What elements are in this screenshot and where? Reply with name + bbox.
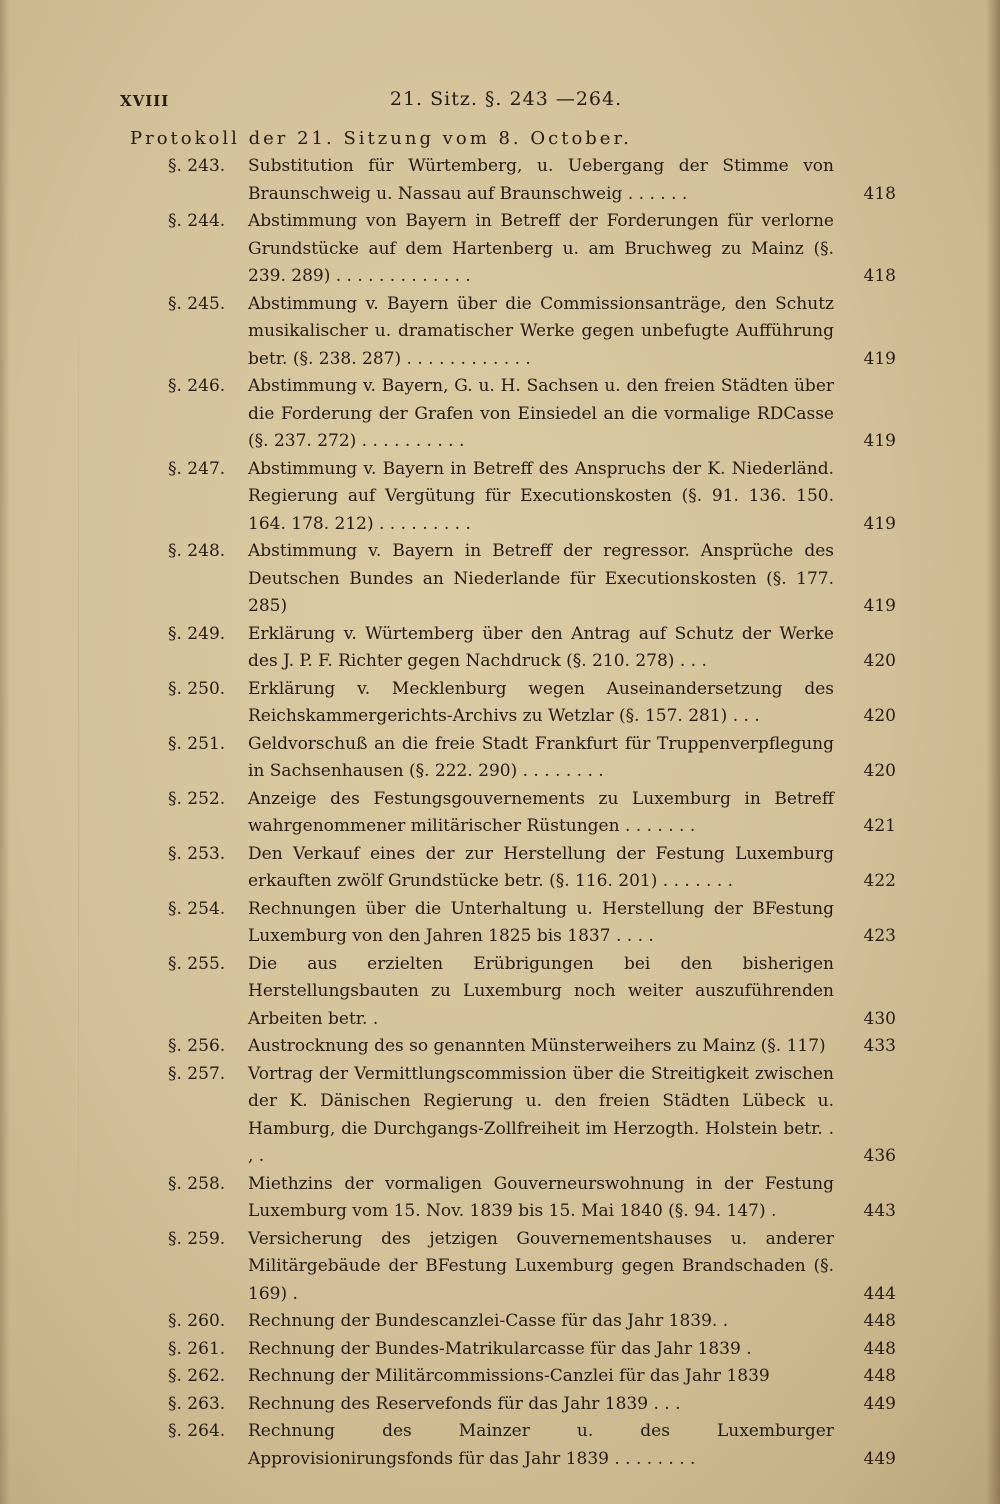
entry-number: §. 251. bbox=[168, 733, 226, 754]
page-number: XVIII bbox=[120, 92, 170, 110]
page-crease bbox=[78, 118, 79, 1398]
entry-page-number: 448 bbox=[863, 1366, 896, 1386]
toc-entry bbox=[168, 896, 896, 951]
entry-page-number: 423 bbox=[863, 926, 896, 946]
entry-number: §. 244. bbox=[168, 211, 226, 231]
entry-text: Rechnung des Reservefonds für das Jahr 1839 . . . bbox=[248, 1393, 681, 1414]
page-header bbox=[120, 88, 892, 116]
entry-page-number: 418 bbox=[863, 183, 896, 204]
entry-page-number: 420 bbox=[863, 761, 896, 781]
entry-text: Abstimmung v. Bayern in Betreff der regressor. Ansprüche des Deutschen Bundes an Niederlande für Executionskosten (§. 177. 285) bbox=[248, 541, 834, 616]
entry-number: §. 260. bbox=[168, 1311, 226, 1331]
toc-entry bbox=[168, 1226, 896, 1309]
running-title: 21. Sitz. §. 243 —264. bbox=[389, 88, 623, 110]
table-of-contents bbox=[168, 153, 896, 1473]
entry-text: Rechnungen über die Unterhaltung u. Herstellung der BFestung Luxemburg von den Jahren 1825 bis 1837 . . . . bbox=[248, 898, 834, 946]
entry-text: Austrocknung des so genannten Münsterweihers zu Mainz (§. 117) bbox=[248, 1036, 826, 1056]
entry-number: §. 250. bbox=[168, 678, 226, 699]
toc-entry bbox=[168, 1391, 896, 1419]
toc-entry bbox=[168, 676, 896, 731]
toc-entry bbox=[168, 1061, 896, 1171]
toc-entry bbox=[168, 373, 896, 456]
entry-number: §. 262. bbox=[168, 1366, 226, 1386]
entry-text: Rechnung der Bundescanzlei-Casse für das Jahr 1839. . bbox=[248, 1311, 729, 1331]
entry-page-number: 449 bbox=[863, 1448, 896, 1469]
entry-page-number: 448 bbox=[863, 1338, 896, 1359]
entry-page-number: 419 bbox=[863, 513, 896, 534]
toc-entry bbox=[168, 456, 896, 539]
toc-entry bbox=[168, 1171, 896, 1226]
entry-number: §. 249. bbox=[168, 623, 226, 644]
entry-text: Rechnung der Militärcommissions-Canzlei für das Jahr 1839 bbox=[248, 1366, 770, 1386]
protocol-title: Protokoll der 21. Sitzung vom 8. October. bbox=[130, 128, 632, 149]
entry-number: §. 243. bbox=[168, 156, 226, 176]
toc-entry bbox=[168, 1336, 896, 1364]
entry-number: §. 252. bbox=[168, 788, 226, 809]
toc-entry bbox=[168, 951, 896, 1034]
entry-page-number: 449 bbox=[863, 1393, 896, 1414]
entry-page-number: 443 bbox=[863, 1201, 896, 1221]
entry-number: §. 263. bbox=[168, 1393, 226, 1414]
toc-entry bbox=[168, 538, 896, 621]
entry-number: §. 246. bbox=[168, 376, 226, 396]
entry-page-number: 436 bbox=[863, 1146, 896, 1166]
toc-entry bbox=[168, 731, 896, 786]
toc-entry bbox=[168, 1033, 896, 1061]
entry-page-number: 422 bbox=[863, 871, 896, 891]
toc-entry bbox=[168, 1418, 896, 1473]
entry-text: Den Verkauf eines der zur Herstellung der Festung Luxemburg erkauften zwölf Grundstücke betr. (§. 116. 201) . . . . . . . bbox=[248, 843, 834, 891]
entry-page-number: 418 bbox=[863, 266, 896, 286]
entry-number: §. 256. bbox=[168, 1036, 226, 1056]
entry-text: Abstimmung v. Bayern in Betreff des Anspruchs der K. Niederländ. Regierung auf Vergütung für Executionskosten (§. 91. 136. 150. 164. 178. 212) . . . . . . . . . bbox=[248, 458, 834, 534]
entry-text: Versicherung des jetzigen Gouvernementshauses u. anderer Militärgebäude der BFestung Luxemburg gegen Brandschaden (§. 169) . bbox=[248, 1228, 834, 1304]
entry-number: §. 261. bbox=[168, 1338, 226, 1359]
entry-page-number: 448 bbox=[863, 1311, 896, 1331]
toc-entry bbox=[168, 786, 896, 841]
entry-page-number: 433 bbox=[863, 1036, 896, 1056]
entry-text: Anzeige des Festungsgouvernements zu Luxemburg in Betreff wahrgenommener militärischer Rüstungen . . . . . . . bbox=[248, 788, 834, 836]
toc-entry bbox=[168, 1308, 896, 1336]
entry-number: §. 247. bbox=[168, 458, 226, 479]
toc-entry bbox=[168, 208, 896, 291]
entry-text: Vortrag der Vermittlungscommission über die Streitigkeit zwischen der K. Dänischen Regierung u. den freien Städten Lübeck u. Hamburg, die Durchgangs-Zollfreiheit im Herzogth. Holstein betr. . , . bbox=[248, 1063, 834, 1166]
page-right-edge-shadow bbox=[986, 0, 1000, 1504]
entry-number: §. 245. bbox=[168, 293, 226, 314]
entry-page-number: 419 bbox=[863, 596, 896, 616]
entry-text: Miethzins der vormaligen Gouverneurswohnung in der Festung Luxemburg vom 15. Nov. 1839 bis 15. Mai 1840 (§. 94. 147) . bbox=[248, 1173, 834, 1221]
entry-page-number: 444 bbox=[863, 1283, 896, 1304]
entry-page-number: 419 bbox=[863, 431, 896, 451]
entry-text: Rechnung des Mainzer u. des Luxemburger Approvisionirungsfonds für das Jahr 1839 . . . . . . . . bbox=[248, 1421, 834, 1469]
entry-page-number: 430 bbox=[863, 1008, 896, 1029]
entry-number: §. 257. bbox=[168, 1063, 226, 1084]
page-left-edge-shadow bbox=[0, 0, 10, 1504]
entry-text: Erklärung v. Würtemberg über den Antrag auf Schutz der Werke des J. P. F. Richter gegen Nachdruck (§. 210. 278) . . . bbox=[248, 623, 834, 671]
toc-entry bbox=[168, 841, 896, 896]
entry-text: Die aus erzielten Erübrigungen bei den bisherigen Herstellungsbauten zu Luxemburg noch weiter auszuführenden Arbeiten betr. . bbox=[248, 953, 834, 1029]
entry-number: §. 258. bbox=[168, 1173, 226, 1194]
entry-text: Erklärung v. Mecklenburg wegen Auseinandersetzung des Reichskammergerichts-Archivs zu Wetzlar (§. 157. 281) . . . bbox=[248, 678, 834, 726]
entry-text: Abstimmung v. Bayern, G. u. H. Sachsen u. den freien Städten über die Forderung der Grafen von Einsiedel an die vormalige RDCasse (§. 237. 272) . . . . . . . . . . bbox=[248, 376, 834, 451]
toc-entry bbox=[168, 291, 896, 374]
entry-page-number: 420 bbox=[863, 651, 896, 671]
entry-page-number: 420 bbox=[863, 706, 896, 726]
entry-number: §. 254. bbox=[168, 898, 226, 919]
entry-number: §. 248. bbox=[168, 541, 226, 561]
entry-number: §. 264. bbox=[168, 1421, 226, 1441]
entry-number: §. 255. bbox=[168, 953, 226, 974]
entry-number: §. 253. bbox=[168, 843, 226, 864]
entry-page-number: 419 bbox=[863, 348, 896, 369]
entry-text: Geldvorschuß an die freie Stadt Frankfurt für Truppenverpflegung in Sachsenhausen (§. 222. 290) . . . . . . . . bbox=[248, 733, 834, 781]
entry-number: §. 259. bbox=[168, 1228, 226, 1249]
entry-text: Abstimmung v. Bayern über die Commissionsanträge, den Schutz musikalischer u. dramatischer Werke gegen unbefugte Aufführung betr. (§. 238. 287) . . . . . . . . . . . . bbox=[248, 293, 834, 369]
toc-entry bbox=[168, 153, 896, 208]
toc-entry bbox=[168, 621, 896, 676]
entry-text: Substitution für Würtemberg, u. Uebergang der Stimme von Braunschweig u. Nassau auf Braunschweig . . . . . . bbox=[248, 156, 834, 204]
entry-page-number: 421 bbox=[863, 816, 896, 836]
entry-text: Abstimmung von Bayern in Betreff der Forderungen für verlorne Grundstücke auf dem Hartenberg u. am Bruchweg zu Mainz (§. 239. 289) . . . . . . . . . . . . . bbox=[248, 211, 834, 286]
entry-text: Rechnung der Bundes-Matrikularcasse für das Jahr 1839 . bbox=[248, 1338, 752, 1359]
toc-entry bbox=[168, 1363, 896, 1391]
